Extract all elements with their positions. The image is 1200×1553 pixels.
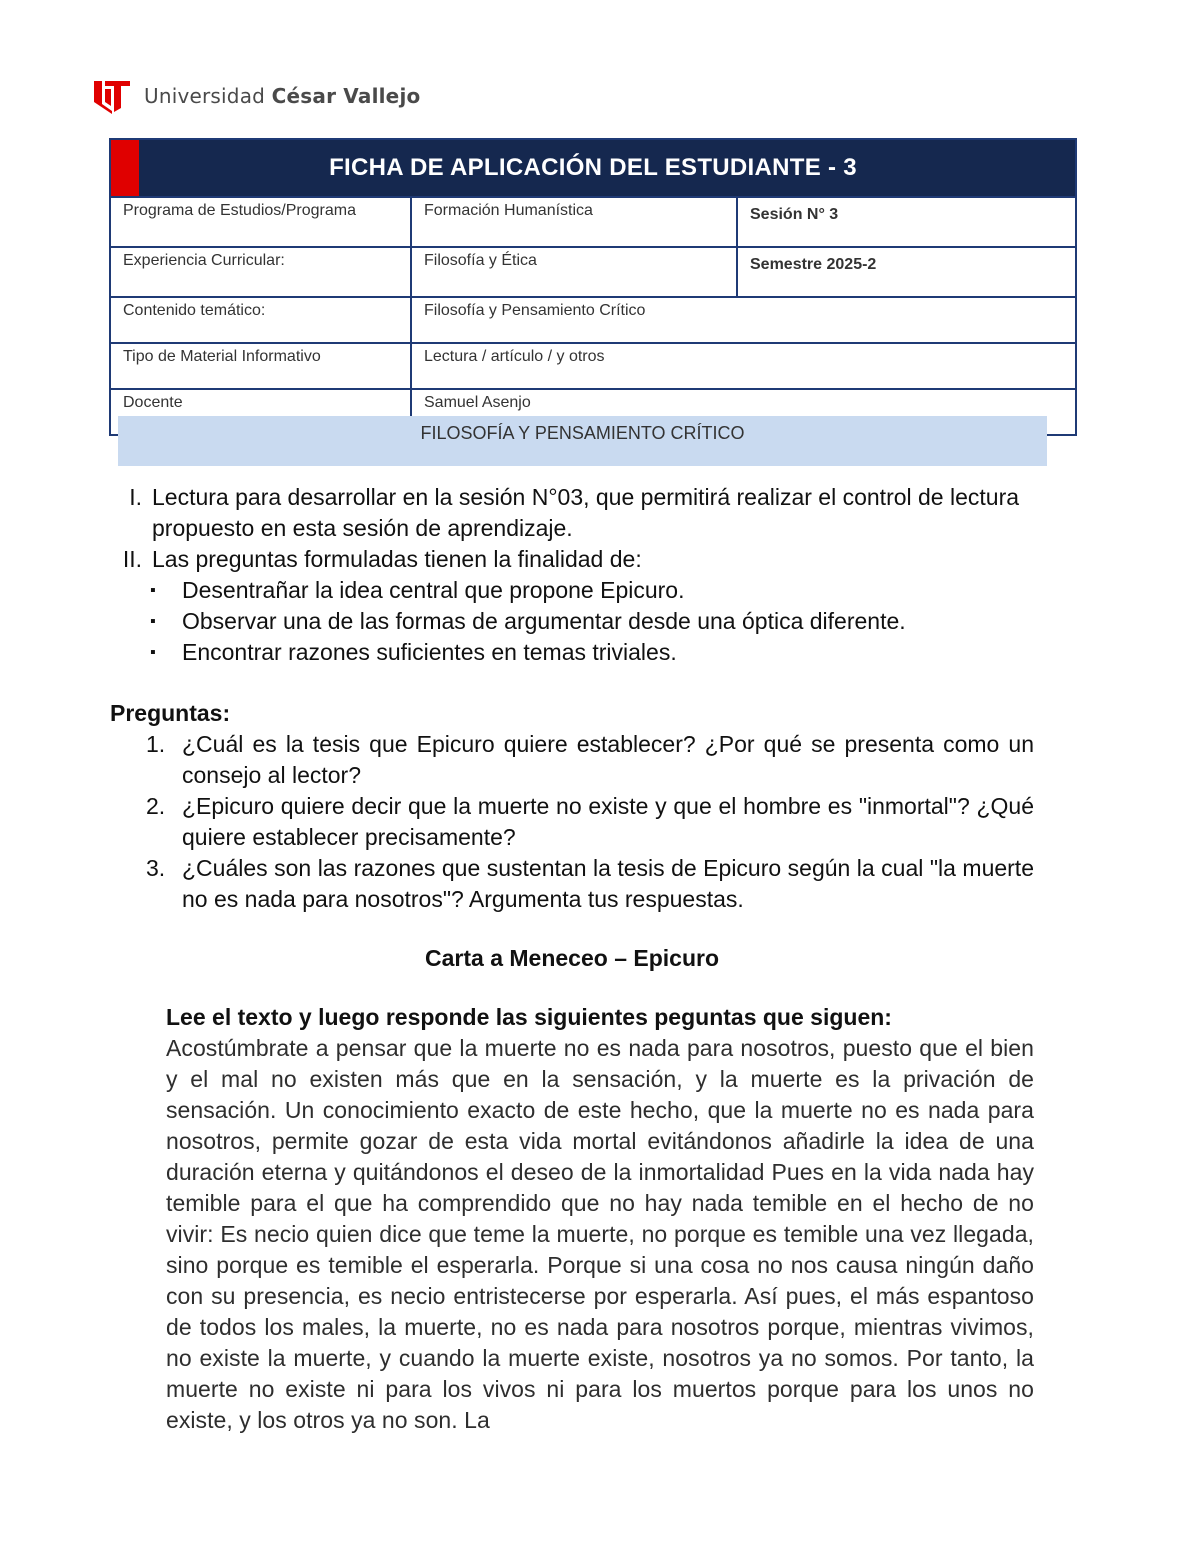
list-number: I. [129, 484, 142, 510]
reading-paragraph: Acostúmbrate a pensar que la muerte no es nada para nosotros, puesto que el bien y el mal no existen más que en la sensación, y la muerte es la privación de sensación. Un conocimiento exacto de este hecho, que la muerte no es nada para nosotros, permite gozar de esta vida mortal evitándonos añadirle la idea de una duración eterna y quitándonos el deseo de la inmortalidad Pues en la vida nada hay temible para el que ha comprendido que no hay nada temible en el hecho de no vivir: Es necio quien dice que teme la muerte, no porque es temible una vez llegada, sino porque es temible el esperarla. Porque si una cosa no nos causa ningún daño con su presencia, es necio entristecerse por esperarla. Así pues, el más espantoso de todos los males, la muerte, no es nada para nosotros porque, mientras vivimos, no existe la muerte, y cuando la muerte existe, nosotros ya no somos. Por tanto, la muerte no existe ni para los vivos ni para los muertos porque para los unos no existe, y los otros ya no son. La [166, 1035, 1034, 1433]
row-label: Contenido temático: [110, 297, 411, 343]
questions-heading: Preguntas: [110, 700, 231, 726]
row-label: Tipo de Material Informativo [110, 343, 411, 389]
list-item: ▪ Observar una de las formas de argumentar desde una óptica diferente. [110, 606, 1034, 637]
form-title-cell [110, 139, 1076, 197]
session-number: Sesión N° 3 [737, 197, 1076, 247]
university-name: Universidad César Vallejo [144, 84, 421, 108]
question-text: ¿Cuáles son las razones que sustentan la tesis de Epicuro según la cual "la muerte no es nada para nosotros"? Argumenta tus respuestas. [182, 855, 1034, 912]
questions-list [110, 729, 1034, 915]
table-row [110, 343, 1076, 389]
list-text: Lectura para desarrollar en la sesión N°03, que permitirá realizar el control de lectura propuesto en esta sesión de aprendizaje. [152, 484, 1020, 541]
university-logo [92, 78, 420, 114]
row-value: Samuel Asenjo [411, 389, 1076, 435]
semester: Semestre 2025-2 [737, 247, 1076, 297]
list-item [110, 544, 1034, 575]
table-row [110, 247, 1076, 297]
row-value: Filosofía y Pensamiento Crítico [411, 297, 1076, 343]
document-body [110, 482, 1034, 1436]
info-table [109, 138, 1077, 436]
list-item [110, 729, 1034, 791]
section-band [118, 416, 1047, 466]
list-item [110, 482, 1034, 544]
form-title: FICHA DE APLICACIÓN DEL ESTUDIANTE - 3 [329, 154, 857, 181]
row-label: Programa de Estudios/Programa [110, 197, 411, 247]
list-number: II. [122, 546, 142, 572]
purpose-list [110, 575, 1034, 668]
table-row [110, 197, 1076, 247]
row-label: Docente [110, 389, 411, 435]
table-row [110, 297, 1076, 343]
row-value: Filosofía y Ética [411, 247, 737, 297]
list-item [110, 853, 1034, 915]
row-label: Experiencia Curricular: [110, 247, 411, 297]
intro-list [110, 482, 1034, 575]
row-value: Lectura / artículo / y otros [411, 343, 1076, 389]
red-accent [111, 140, 139, 196]
list-item [110, 791, 1034, 853]
list-item: ▪ Encontrar razones suficientes en temas triviales. [110, 637, 1034, 668]
list-item: ▪ Desentrañar la idea central que propone Epicuro. [110, 575, 1034, 606]
question-text: ¿Cuál es la tesis que Epicuro quiere establecer? ¿Por qué se presenta como un consejo al lector? [182, 731, 1034, 788]
reading-title: Carta a Meneceo – Epicuro [425, 945, 719, 971]
section-title: FILOSOFÍA Y PENSAMIENTO CRÍTICO [420, 423, 745, 443]
question-number: 1. [146, 731, 166, 757]
row-value: Formación Humanística [411, 197, 737, 247]
question-text: ¿Epicuro quiere decir que la muerte no existe y que el hombre es "inmortal"? ¿Qué quiere establecer precisamente? [182, 793, 1034, 850]
reading-instruction: Lee el texto y luego responde las siguientes peguntas que siguen: [166, 1004, 892, 1030]
list-text: Las preguntas formuladas tienen la finalidad de: [152, 546, 642, 572]
ucv-logo-icon [92, 78, 132, 114]
question-number: 2. [146, 793, 166, 819]
question-number: 3. [146, 855, 166, 881]
